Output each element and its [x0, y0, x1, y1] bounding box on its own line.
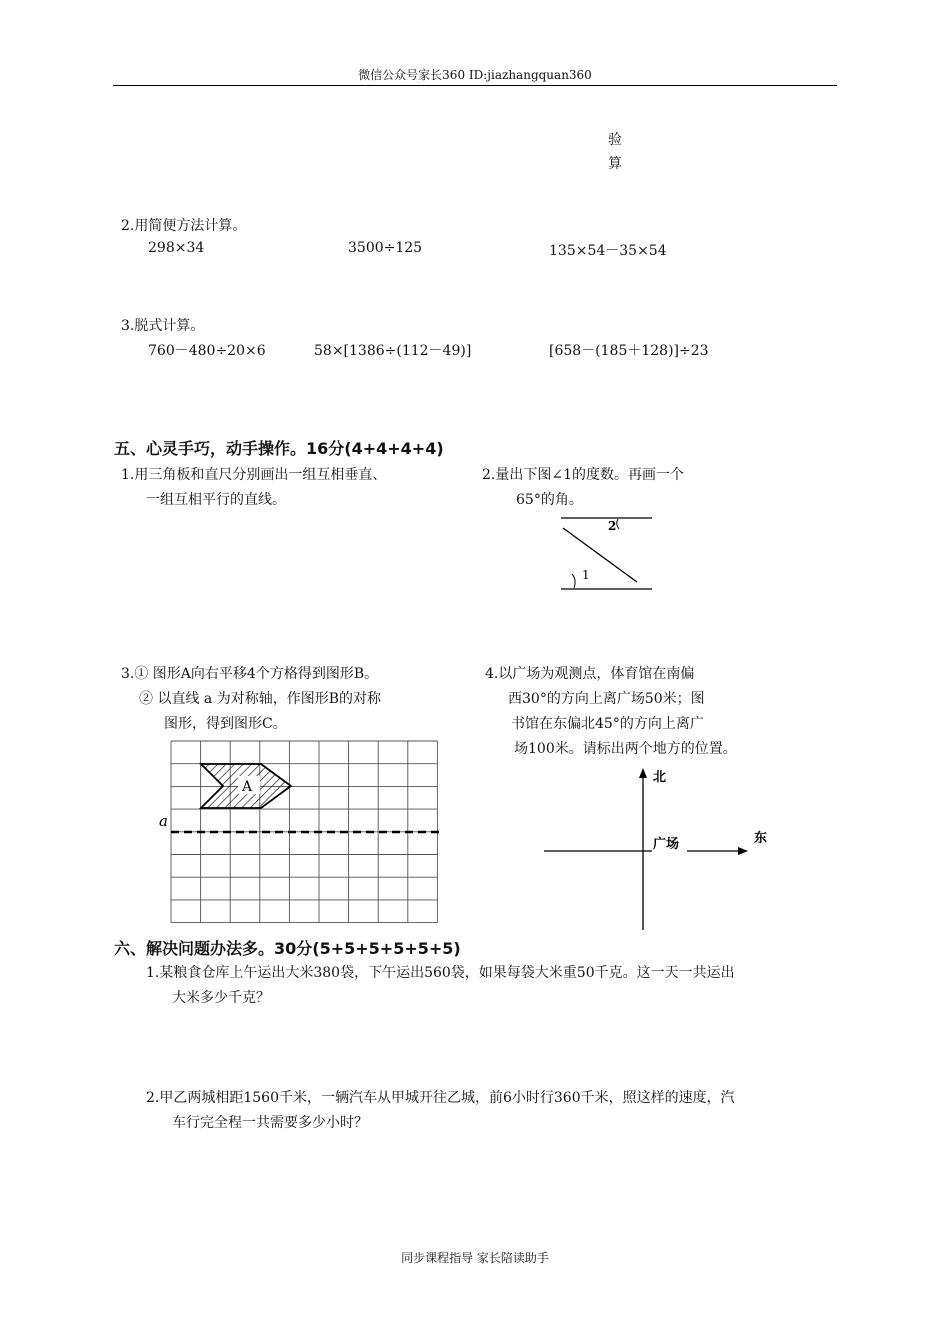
transversal-line — [563, 528, 637, 582]
q3-item: 760－480÷20×6 — [148, 343, 266, 359]
verify-label-1: 验 — [608, 132, 622, 148]
s5-p4-line3: 书馆在东偏北45°的方向上离广 — [511, 716, 704, 732]
compass-figure — [540, 764, 780, 934]
verify-label-2: 算 — [608, 156, 622, 172]
north-arrow-icon — [639, 768, 647, 778]
q3-title: 3.脱式计算。 — [121, 318, 205, 334]
header-rule — [113, 85, 837, 86]
s6-p1-line2: 大米多少千克？ — [172, 990, 270, 1006]
shape-a-label: A — [242, 779, 253, 795]
q2-item: 3500÷125 — [348, 240, 423, 256]
angle-2-arc — [617, 519, 619, 529]
angle-figure — [555, 512, 660, 598]
q2-item: 298×34 — [148, 240, 205, 256]
s6-p2-line1: 2.甲乙两城相距1560千米，一辆汽车从甲城开往乙城，前6小时行360千米，照这样的速度，汽 — [146, 1090, 735, 1106]
center-label: 广场 — [653, 837, 680, 852]
page-header: 微信公众号家长360 ID:jiazhangquan360 — [358, 68, 592, 82]
s5-p4-line2: 西30°的方向上离广场50米；图 — [508, 691, 705, 707]
q3-item: 58×[1386÷(112－49)] — [314, 343, 472, 359]
s6-p2-line2: 车行完全程一共需要多少小时？ — [172, 1115, 368, 1131]
s5-p2-line2: 65°的角。 — [516, 492, 583, 508]
east-label: 东 — [754, 831, 768, 846]
angle-2-label: 2 — [608, 519, 617, 533]
north-label: 北 — [653, 770, 667, 785]
s5-p4-line4: 场100米。请标出两个地方的位置。 — [514, 741, 737, 757]
s5-p3-line2: ② 以直线 a 为对称轴，作图形B的对称 — [139, 691, 381, 707]
q3-item: [658－(185＋128)]÷23 — [549, 343, 709, 359]
page-footer: 同步课程指导 家长陪读助手 — [401, 1251, 549, 1265]
s5-p2-line1: 2.量出下图∠1的度数。再画一个 — [482, 467, 684, 483]
east-arrow-icon — [738, 847, 748, 855]
s5-p1-line2: 一组互相平行的直线。 — [146, 492, 286, 508]
angle-1-arc — [572, 574, 575, 588]
axis-label: a — [159, 812, 168, 830]
grid-figure — [150, 738, 450, 924]
s5-p3-line1: 3.① 图形A向右平移4个方格得到图形B。 — [121, 666, 379, 682]
section6-title: 六、解决问题办法多。30分(5+5+5+5+5+5) — [114, 939, 461, 958]
s5-p3-line3: 图形，得到图形C。 — [164, 716, 287, 732]
q2-item: 135×54－35×54 — [549, 243, 667, 259]
s5-p4-line1: 4.以广场为观测点，体育馆在南偏 — [485, 666, 695, 682]
angle-1-label: 1 — [582, 568, 590, 582]
s5-p1-line1: 1.用三角板和直尺分别画出一组互相垂直、 — [121, 467, 387, 483]
section5-title: 五、心灵手巧，动手操作。16分(4+4+4+4) — [114, 439, 444, 458]
s6-p1-line1: 1.某粮食仓库上午运出大米380袋，下午运出560袋，如果每袋大米重50千克。这一天一共运出 — [146, 965, 735, 981]
q2-title: 2.用简便方法计算。 — [121, 218, 247, 234]
